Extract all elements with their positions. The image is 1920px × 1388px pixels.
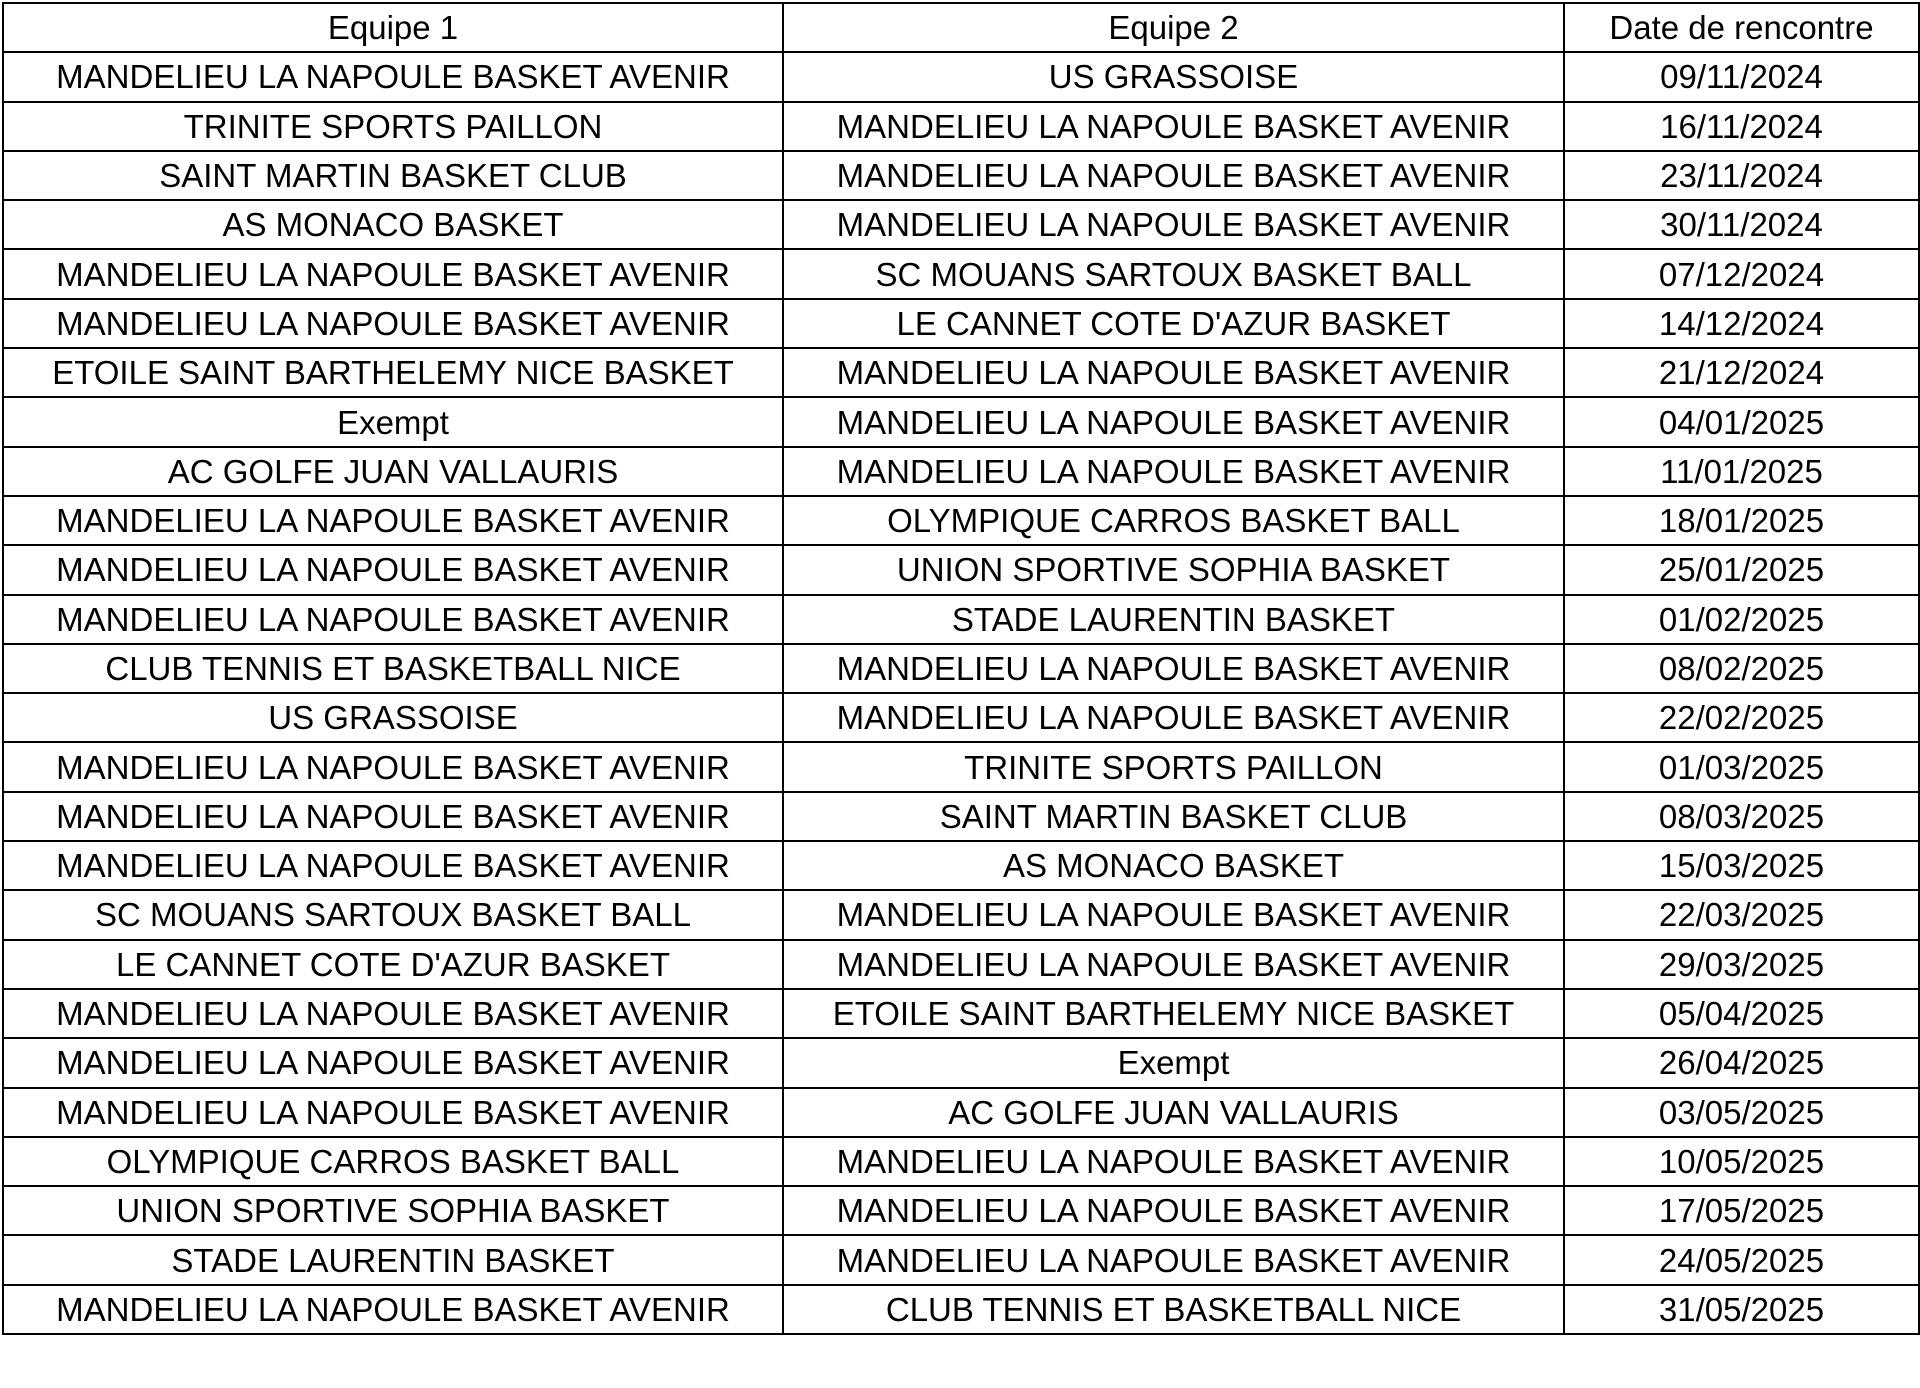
team-1-cell: UNION SPORTIVE SOPHIA BASKET	[3, 1186, 783, 1235]
team-1-cell: SAINT MARTIN BASKET CLUB	[3, 151, 783, 200]
match-date-cell: 21/12/2024	[1564, 348, 1919, 397]
match-date-cell: 24/05/2025	[1564, 1235, 1919, 1284]
team-1-cell: MANDELIEU LA NAPOULE BASKET AVENIR	[3, 792, 783, 841]
table-row	[3, 299, 1919, 348]
table-row	[3, 102, 1919, 151]
team-2-cell: AC GOLFE JUAN VALLAURIS	[783, 1088, 1564, 1137]
table-row	[3, 1186, 1919, 1235]
team-1-cell: AC GOLFE JUAN VALLAURIS	[3, 447, 783, 496]
table-row	[3, 595, 1919, 644]
team-2-cell: MANDELIEU LA NAPOULE BASKET AVENIR	[783, 397, 1564, 446]
team-1-cell: MANDELIEU LA NAPOULE BASKET AVENIR	[3, 299, 783, 348]
team-1-cell: MANDELIEU LA NAPOULE BASKET AVENIR	[3, 989, 783, 1038]
team-1-cell: MANDELIEU LA NAPOULE BASKET AVENIR	[3, 1285, 783, 1334]
match-date-cell: 26/04/2025	[1564, 1038, 1919, 1087]
match-date-cell: 10/05/2025	[1564, 1137, 1919, 1186]
match-date-cell: 30/11/2024	[1564, 200, 1919, 249]
table-row	[3, 644, 1919, 693]
team-2-cell: UNION SPORTIVE SOPHIA BASKET	[783, 545, 1564, 594]
team-1-cell: US GRASSOISE	[3, 693, 783, 742]
table-row	[3, 496, 1919, 545]
team-1-cell: STADE LAURENTIN BASKET	[3, 1235, 783, 1284]
team-2-cell: OLYMPIQUE CARROS BASKET BALL	[783, 496, 1564, 545]
team-1-cell: MANDELIEU LA NAPOULE BASKET AVENIR	[3, 595, 783, 644]
table-row	[3, 890, 1919, 939]
team-2-cell: CLUB TENNIS ET BASKETBALL NICE	[783, 1285, 1564, 1334]
table-row	[3, 940, 1919, 989]
match-date-cell: 04/01/2025	[1564, 397, 1919, 446]
table-row	[3, 1137, 1919, 1186]
team-2-cell: MANDELIEU LA NAPOULE BASKET AVENIR	[783, 348, 1564, 397]
team-1-cell: MANDELIEU LA NAPOULE BASKET AVENIR	[3, 841, 783, 890]
team-2-cell: MANDELIEU LA NAPOULE BASKET AVENIR	[783, 644, 1564, 693]
header-row	[3, 3, 1919, 52]
match-date-cell: 14/12/2024	[1564, 299, 1919, 348]
team-2-cell: MANDELIEU LA NAPOULE BASKET AVENIR	[783, 693, 1564, 742]
table-row	[3, 1285, 1919, 1334]
table-row	[3, 200, 1919, 249]
team-1-cell: MANDELIEU LA NAPOULE BASKET AVENIR	[3, 742, 783, 791]
match-date-cell: 17/05/2025	[1564, 1186, 1919, 1235]
team-2-cell: SC MOUANS SARTOUX BASKET BALL	[783, 249, 1564, 298]
team-2-cell: ETOILE SAINT BARTHELEMY NICE BASKET	[783, 989, 1564, 1038]
match-date-cell: 11/01/2025	[1564, 447, 1919, 496]
match-date-cell: 03/05/2025	[1564, 1088, 1919, 1137]
team-2-cell: MANDELIEU LA NAPOULE BASKET AVENIR	[783, 1235, 1564, 1284]
team-1-cell: AS MONACO BASKET	[3, 200, 783, 249]
table-row	[3, 151, 1919, 200]
match-date-cell: 25/01/2025	[1564, 545, 1919, 594]
match-date-cell: 05/04/2025	[1564, 989, 1919, 1038]
team-1-cell: MANDELIEU LA NAPOULE BASKET AVENIR	[3, 496, 783, 545]
table-row	[3, 397, 1919, 446]
team-1-cell: MANDELIEU LA NAPOULE BASKET AVENIR	[3, 249, 783, 298]
match-date-cell: 29/03/2025	[1564, 940, 1919, 989]
table-row	[3, 742, 1919, 791]
match-date-cell: 01/03/2025	[1564, 742, 1919, 791]
table-row	[3, 249, 1919, 298]
table-row	[3, 841, 1919, 890]
team-2-cell: MANDELIEU LA NAPOULE BASKET AVENIR	[783, 890, 1564, 939]
table-row	[3, 1235, 1919, 1284]
table-row	[3, 447, 1919, 496]
team-2-cell: AS MONACO BASKET	[783, 841, 1564, 890]
header-equipe-1: Equipe 1	[3, 3, 783, 52]
team-1-cell: Exempt	[3, 397, 783, 446]
match-date-cell: 01/02/2025	[1564, 595, 1919, 644]
team-2-cell: STADE LAURENTIN BASKET	[783, 595, 1564, 644]
team-1-cell: CLUB TENNIS ET BASKETBALL NICE	[3, 644, 783, 693]
match-date-cell: 18/01/2025	[1564, 496, 1919, 545]
team-2-cell: MANDELIEU LA NAPOULE BASKET AVENIR	[783, 1186, 1564, 1235]
header-date: Date de rencontre	[1564, 3, 1919, 52]
team-2-cell: SAINT MARTIN BASKET CLUB	[783, 792, 1564, 841]
match-date-cell: 31/05/2025	[1564, 1285, 1919, 1334]
team-2-cell: MANDELIEU LA NAPOULE BASKET AVENIR	[783, 151, 1564, 200]
team-2-cell: Exempt	[783, 1038, 1564, 1087]
team-1-cell: ETOILE SAINT BARTHELEMY NICE BASKET	[3, 348, 783, 397]
header-equipe-2: Equipe 2	[783, 3, 1564, 52]
team-1-cell: MANDELIEU LA NAPOULE BASKET AVENIR	[3, 545, 783, 594]
table-row	[3, 1088, 1919, 1137]
team-2-cell: TRINITE SPORTS PAILLON	[783, 742, 1564, 791]
team-2-cell: MANDELIEU LA NAPOULE BASKET AVENIR	[783, 940, 1564, 989]
match-date-cell: 16/11/2024	[1564, 102, 1919, 151]
team-1-cell: OLYMPIQUE CARROS BASKET BALL	[3, 1137, 783, 1186]
team-2-cell: LE CANNET COTE D'AZUR BASKET	[783, 299, 1564, 348]
match-date-cell: 07/12/2024	[1564, 249, 1919, 298]
table-row	[3, 545, 1919, 594]
table-row	[3, 989, 1919, 1038]
match-date-cell: 09/11/2024	[1564, 52, 1919, 101]
table-row	[3, 693, 1919, 742]
team-2-cell: MANDELIEU LA NAPOULE BASKET AVENIR	[783, 102, 1564, 151]
team-1-cell: SC MOUANS SARTOUX BASKET BALL	[3, 890, 783, 939]
table-row	[3, 1038, 1919, 1087]
team-2-cell: US GRASSOISE	[783, 52, 1564, 101]
team-2-cell: MANDELIEU LA NAPOULE BASKET AVENIR	[783, 1137, 1564, 1186]
team-1-cell: TRINITE SPORTS PAILLON	[3, 102, 783, 151]
match-date-cell: 22/02/2025	[1564, 693, 1919, 742]
match-date-cell: 08/02/2025	[1564, 644, 1919, 693]
team-2-cell: MANDELIEU LA NAPOULE BASKET AVENIR	[783, 200, 1564, 249]
match-date-cell: 22/03/2025	[1564, 890, 1919, 939]
team-1-cell: MANDELIEU LA NAPOULE BASKET AVENIR	[3, 52, 783, 101]
team-1-cell: MANDELIEU LA NAPOULE BASKET AVENIR	[3, 1088, 783, 1137]
match-date-cell: 23/11/2024	[1564, 151, 1919, 200]
table-row	[3, 52, 1919, 101]
team-2-cell: MANDELIEU LA NAPOULE BASKET AVENIR	[783, 447, 1564, 496]
team-1-cell: MANDELIEU LA NAPOULE BASKET AVENIR	[3, 1038, 783, 1087]
match-schedule-table	[2, 2, 1920, 1335]
match-date-cell: 15/03/2025	[1564, 841, 1919, 890]
team-1-cell: LE CANNET COTE D'AZUR BASKET	[3, 940, 783, 989]
table-row	[3, 348, 1919, 397]
table-row	[3, 792, 1919, 841]
match-date-cell: 08/03/2025	[1564, 792, 1919, 841]
